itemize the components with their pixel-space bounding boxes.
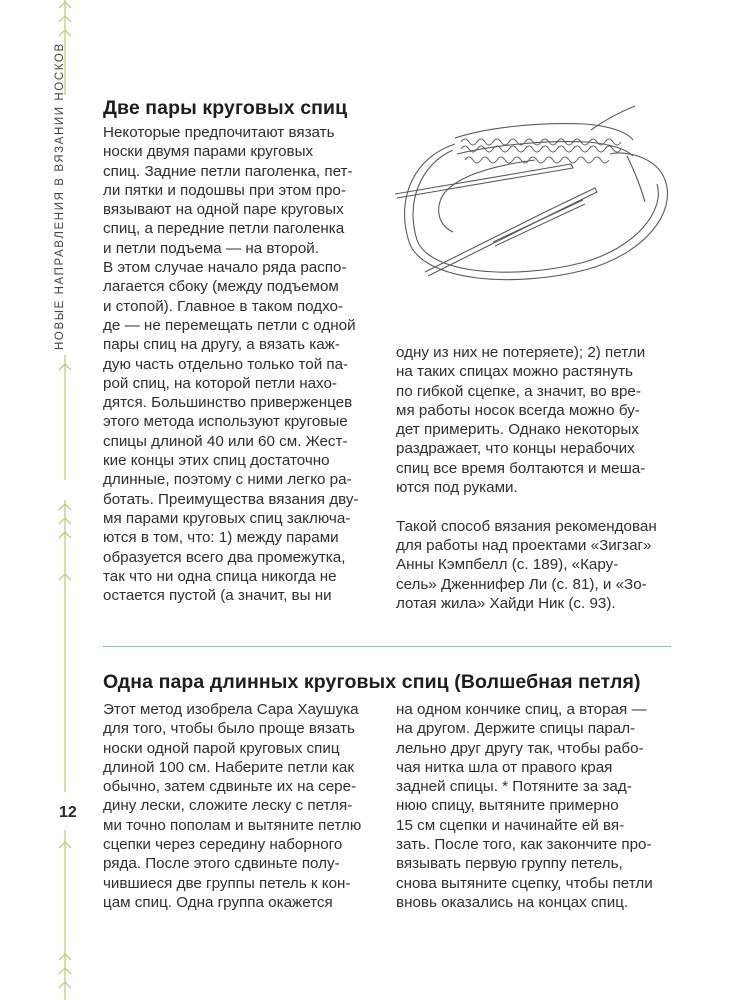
leaf-arrow-icon <box>59 500 71 570</box>
text-line: дину лески, сложите леску с петля- <box>103 797 353 815</box>
knitting-needles-illustration <box>395 102 677 292</box>
text-line: Некоторые предпочитают вязать <box>103 124 335 141</box>
leaf-arrow-icon <box>59 830 71 1000</box>
text-line: чившиеся две группы петель к кон- <box>103 874 351 892</box>
text-line: ботать. Преимущества вязания дву- <box>103 490 359 508</box>
text-line: на другом. Держите спицы парал- <box>396 720 636 738</box>
text-line: этого метода используют круговые <box>103 413 348 431</box>
text-line: остается пустой (а значит, вы ни <box>103 587 332 605</box>
section-heading-magic-loop: Одна пара длинных круговых спиц (Волшебная петля) <box>103 671 641 693</box>
section-divider <box>103 646 671 647</box>
text-line: на одном кончике спиц, а вторая — <box>396 701 647 718</box>
text-line: спиц. Задние петли паголенка, пет- <box>103 162 353 180</box>
text-line: Анны Кэмпбелл (с. 189), «Кару- <box>396 556 619 574</box>
text-line: вязывают на одной паре круговых <box>103 201 344 219</box>
text-line: сель» Дженнифер Ли (с. 81), и «Зо- <box>396 575 647 593</box>
text-line: и стопой). Главное в таком подхо- <box>103 297 343 315</box>
text-line: обычно, затем сдвиньте их на сере- <box>103 778 357 796</box>
section2-column-right <box>396 700 686 912</box>
leaf-arrow-icon <box>59 355 71 480</box>
text-line: рой спиц, на которой петли нахо- <box>103 374 337 392</box>
text-line: по гибкой сцепке, а значит, во вре- <box>396 382 641 400</box>
text-line <box>396 497 686 516</box>
page-number: 12 <box>57 802 79 824</box>
section2-column-left <box>103 700 383 912</box>
text-line: мя работы носок всегда можно бу- <box>396 401 640 419</box>
text-line: на таких спицах можно растянуть <box>396 363 633 381</box>
section1-column-right <box>396 343 686 613</box>
text-line: ли пятки и подошвы при этом про- <box>103 181 346 199</box>
text-line: ряда. После этого сдвиньте полу- <box>103 855 340 873</box>
text-line: Этот метод изобрела Сара Хаушука <box>103 701 359 718</box>
text-line: раздражает, что концы нерабочих <box>396 440 635 458</box>
text-line: цам спиц. Одна группа окажется <box>103 893 333 911</box>
text-line: дет примерить. Однако некоторых <box>396 421 639 439</box>
text-line: вязывать первую группу петель, <box>396 855 623 873</box>
text-line: кие концы этих спиц достаточно <box>103 452 330 470</box>
section1-column-left <box>103 123 383 605</box>
text-line: ми точно пополам и вытяните петлю <box>103 816 362 834</box>
text-line: длинные, поэтому с ними легко ра- <box>103 471 352 489</box>
text-line: дятся. Большинство приверженцев <box>103 394 353 412</box>
text-line: сцепки через середину наборного <box>103 836 343 854</box>
text-line: ются в том, что: 1) между парами <box>103 529 339 547</box>
text-line: 15 см сцепки и начинайте ей вя- <box>396 816 625 834</box>
text-line: дую часть отдельно только той па- <box>103 355 349 373</box>
text-line: В этом случае начало ряда распо- <box>103 259 347 277</box>
text-line: образуется всего два промежутка, <box>103 548 346 566</box>
text-line: чая нитка шла от правого края <box>396 758 613 776</box>
text-line: вновь оказались на концах спиц. <box>396 893 629 911</box>
text-line: носки двумя парами круговых <box>103 143 314 161</box>
text-line: снова вытяните сцепку, чтобы петли <box>396 874 653 892</box>
text-line: лотая жила» Хайди Ник (с. 93). <box>396 594 616 612</box>
text-line: ются под руками. <box>396 479 518 497</box>
section-heading-two-pairs: Две пары круговых спиц <box>103 97 348 119</box>
text-line: спицы длиной 40 или 60 см. Жест- <box>103 432 348 450</box>
text-line: для работы над проектами «Зигзаг» <box>396 536 652 554</box>
text-line: носки одной парой круговых спиц <box>103 739 340 757</box>
text-line: зать. После того, как закончите про- <box>396 836 652 854</box>
running-title: НОВЫЕ НАПРАВЛЕНИЯ В ВЯЗАНИИ НОСКОВ <box>54 42 66 350</box>
text-line: лагается сбоку (между подъемом <box>103 278 339 296</box>
text-line: длиной 100 см. Наберите петли как <box>103 758 354 776</box>
text-line: для того, чтобы было проще вязать <box>103 720 355 738</box>
text-line: мя парами круговых спиц заключа- <box>103 509 351 527</box>
leaf-arrow-icon <box>59 570 71 792</box>
text-line: лельно друг другу так, чтобы рабо- <box>396 739 644 757</box>
text-line: и петли подъема — на второй. <box>103 239 319 257</box>
text-line: пары спиц на другу, а вязать каж- <box>103 336 340 354</box>
text-line: задней спицы. * Потяните за зад- <box>396 778 632 796</box>
text-line: одну из них не потеряете); 2) петли <box>396 344 646 361</box>
text-line: спиц все время болтаются и меша- <box>396 459 646 477</box>
text-line: де — не перемещать петли с одной <box>103 316 356 334</box>
text-line: спиц, а передние петли паголенка <box>103 220 345 238</box>
text-line: так что ни одна спица никогда не <box>103 567 337 585</box>
text-line: Такой способ вязания рекомендован <box>396 517 657 535</box>
text-line: нюю спицу, вытяните примерно <box>396 797 619 815</box>
